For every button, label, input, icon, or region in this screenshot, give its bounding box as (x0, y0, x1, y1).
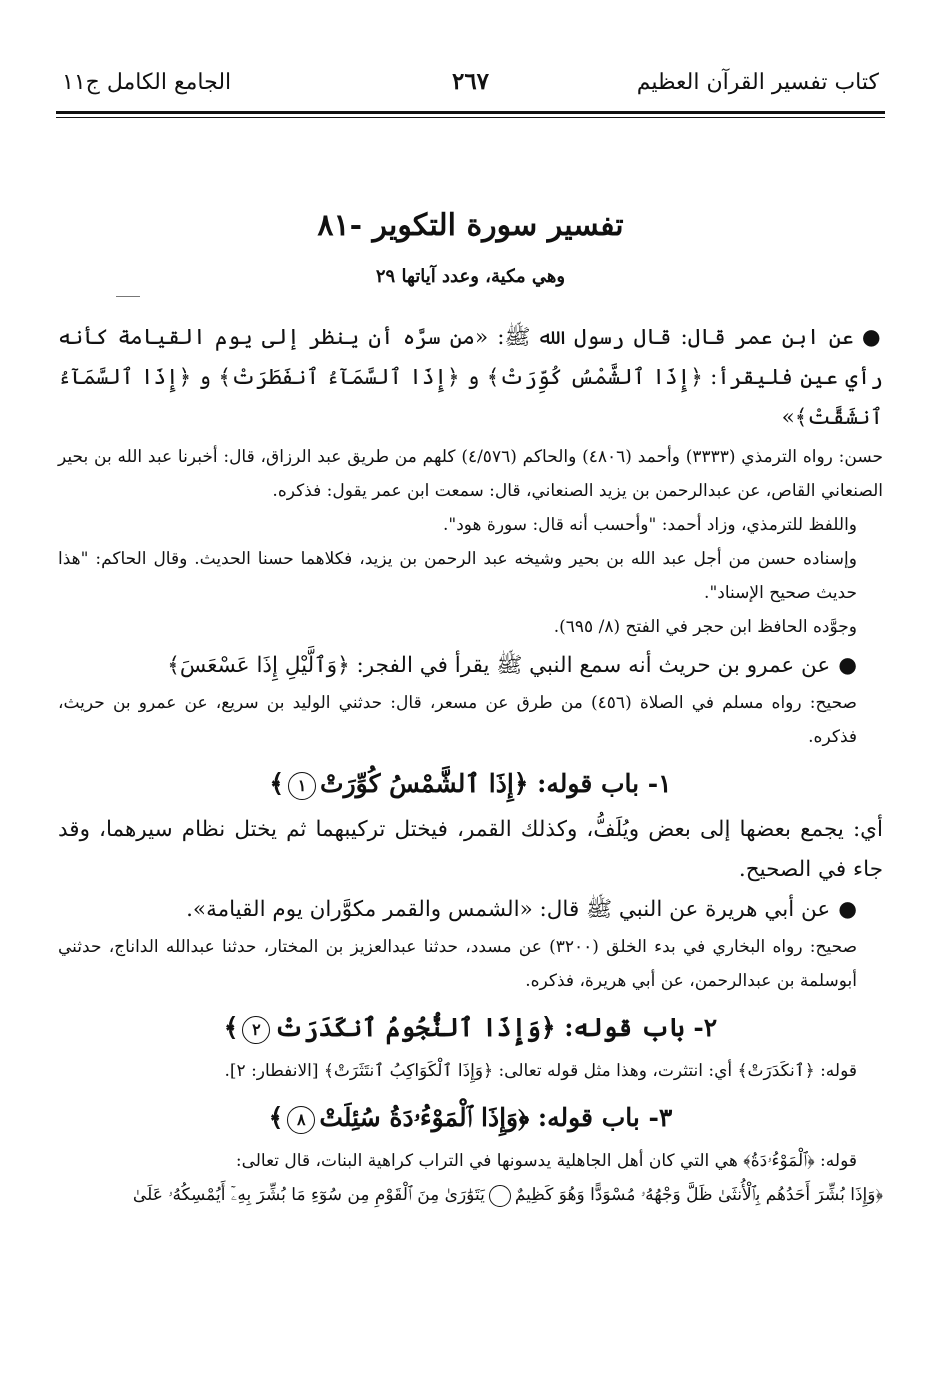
section-heading (58, 1006, 883, 1050)
verse-number-marker: ٢ (242, 1016, 270, 1044)
volume-label: الجامع الكامل ج١١ (62, 70, 232, 95)
quran-bracket-close: ﴾ (223, 1013, 239, 1042)
hadith-paragraph (58, 318, 883, 438)
quran-bracket-close: ﴾ (269, 769, 285, 798)
takhrij-note: صحيح: رواه البخاري في بدء الخلق (٣٢٠٠) عن مسدد، حدثنا عبدالعزيز بن المختار، حدثنا عبدالله الداناج، حدثني أبوسلمة بن عبدالرحمن، عن أبي هريرة، فذكره. (58, 937, 858, 991)
verse-number-marker: ١ (288, 772, 316, 800)
quran-verse-text: يَتَوَٰرَىٰ مِنَ ٱلْقَوْمِ مِن سُوٓءِ مَا بُشِّرَ بِهِۦٓ أَيُمْسِكُهُۥ عَلَىٰ (132, 1185, 485, 1205)
takhrij-note: واللفظ للترمذي، وزاد أحمد: "وأحسب أنه قال: سورة هود". (442, 515, 857, 535)
running-header (58, 64, 883, 104)
bullet-icon: ● (861, 325, 883, 350)
quran-verse-text: ﴿وَإِذَا بُشِّرَ أَحَدُهُم بِٱلْأُنثَىٰ ظَلَّ وَجْهُهُۥ مُسْوَدًّا وَهُوَ كَظِيمٌ (514, 1185, 883, 1205)
verse-number-marker (489, 1185, 511, 1207)
takhrij-note: صحيح: رواه مسلم في الصلاة (٤٥٦) من طرق عن مسعر، قال: حدثني الوليد بن سريع، عن عمرو بن حريث، فذكره. (58, 693, 857, 747)
bullet-icon: ● (838, 653, 857, 678)
takhrij-note: وإسناده حسن من أجل عبد الله بن بحير وشيخه عبد الرحمن بن يزيد، فكلاهما حسنا الحديث. وقال الحاكم: "هذا حديث صحيح الإسناد". (58, 549, 857, 603)
chapter-subtitle: وهي مكية، وعدد آياتها ٢٩ (375, 266, 566, 287)
quran-bracket-close: ﴾ (268, 1103, 284, 1132)
quran-quote (58, 1178, 883, 1212)
takhrij-note: وجوَّده الحافظ ابن حجر في الفتح (٨/ ٦٩٥). (553, 617, 857, 637)
divider-dash (116, 296, 140, 297)
commentary-paragraph: أي: يجمع بعضها إلى بعض ويُلَفُّ، وكذلك القمر، فيختل تركيبهما ثم يختل نظام سيرهما، وقد جاء في الصحيح. (58, 817, 883, 882)
commentary-note: قوله: ﴿ٱنكَدَرَتْ﴾ أي: انتثرت، وهذا مثل قوله تعالى: ﴿وَإِذَا ٱلْكَوَاكِبُ ٱنتَثَرَتْ﴾ [الانفطار: ٢]. (224, 1061, 857, 1081)
chapter-title: تفسير سورة التكوير -٨١ (317, 208, 624, 243)
bullet-icon: ● (838, 897, 857, 922)
page-body (58, 318, 883, 1212)
section-heading-text: ١- باب قوله: ﴿إِذَا ٱلشَّمْسُ كُوِّرَتْ (320, 769, 672, 798)
section-heading (58, 1096, 883, 1140)
section-heading-text: ٣- باب قوله: ﴿وَإِذَا ٱلْمَوْءُۥدَةُ سُئِلَتْ (319, 1103, 673, 1132)
hadith-text: عن عمرو بن حريث أنه سمع النبي ﷺ يقرأ في الفجر: ﴿وَٱلَّيْلِ إِذَا عَسْعَسَ﴾ (167, 653, 831, 678)
section-heading-text: ٢- باب قوله: ﴿وَإِذَا ٱلنُّجُومُ ٱنكَدَرَتْ (274, 1013, 718, 1042)
verse-number-marker: ٨ (287, 1106, 315, 1134)
hadith-text: عن ابن عمر قال: قال رسول الله ﷺ: «من سرَّه أن ينظر إلى يوم القيامة كأنه رأي عين فليقرأ: ﴿إِذَا ٱلشَّمْسُ كُوِّرَتْ﴾ و ﴿إِذَا ٱلسَّمَآءُ ٱنفَطَرَتْ﴾ و ﴿إِذَا ٱلسَّمَآءُ ٱنشَقَّتْ﴾» (58, 325, 883, 430)
header-rule-thick (56, 111, 885, 114)
header-rule-thin (56, 117, 885, 118)
hadith-paragraph (58, 890, 883, 930)
book-page (58, 0, 883, 1375)
book-title: كتاب تفسير القرآن العظيم (636, 70, 879, 95)
commentary-note: قوله: ﴿ٱلْمَوْءُۥدَةُ﴾ هي التي كان أهل الجاهلية يدسونها في التراب كراهية البنات، قال تعالى: (235, 1151, 857, 1171)
hadith-paragraph (58, 646, 883, 686)
hadith-text: عن أبي هريرة عن النبي ﷺ قال: «الشمس والقمر مكوَّران يوم القيامة». (186, 897, 831, 922)
page-number: ٢٦٧ (451, 68, 490, 95)
section-heading (58, 762, 883, 806)
takhrij-note: حسن: رواه الترمذي (٣٣٣٣) وأحمد (٤٨٠٦) والحاكم (٤/٥٧٦) كلهم من طريق عبد الرزاق، قال: أخبرنا عبد الله بن بحير الصنعاني القاص، عن عبدالرحمن بن يزيد الصنعاني، قال: سمعت ابن عمر يقول: فذكره. (58, 447, 884, 501)
